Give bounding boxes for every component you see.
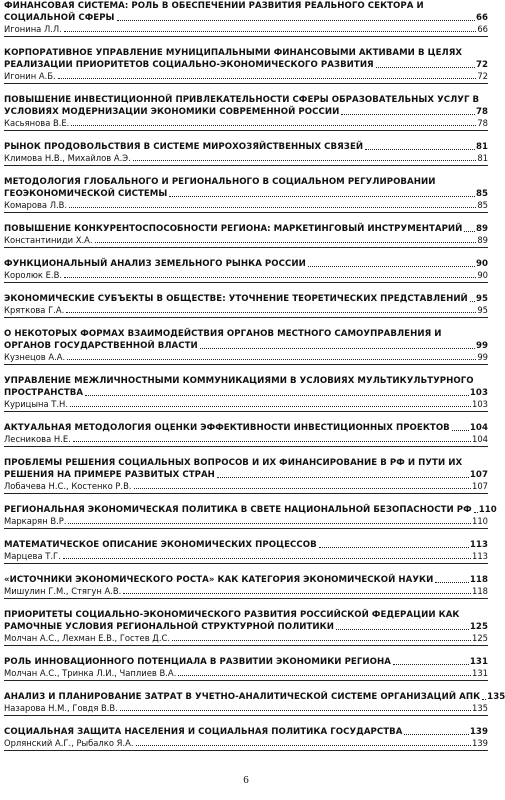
toc-entry-authors-text: Молчан А.С., Лехман Е.В., Гостев Д.С.	[4, 633, 171, 643]
toc-entry	[4, 223, 488, 258]
toc-entry-title-text: СОЦИАЛЬНОЙ СФЕРЫ	[4, 13, 115, 23]
toc-entry-title	[4, 176, 488, 188]
dot-leader	[376, 67, 475, 68]
toc-entry-authors-text: Мишулин Г.М., Стягун А.В.	[4, 586, 122, 596]
dot-leader	[464, 231, 475, 232]
dot-leader	[73, 441, 471, 442]
toc-entry-author-page: 139	[472, 738, 488, 748]
toc-entry-page: 72	[475, 60, 488, 70]
toc-entry-title	[4, 258, 488, 270]
dot-leader	[120, 710, 471, 711]
toc-entry-page: 113	[469, 540, 488, 550]
toc-entry	[4, 328, 488, 375]
dot-leader	[178, 675, 471, 676]
toc-entry-title	[4, 94, 488, 106]
dot-leader	[64, 31, 476, 32]
toc-entry-title	[4, 457, 488, 469]
toc-entry-author-page: 110	[472, 516, 488, 526]
toc-entry-title	[4, 691, 505, 703]
toc-entry-page: 110	[478, 505, 497, 515]
toc-entry	[4, 47, 488, 94]
toc-entry-authors	[4, 71, 488, 84]
toc-entry-author-page: 103	[472, 399, 488, 409]
dot-leader	[69, 207, 476, 208]
dot-leader	[134, 488, 472, 489]
toc-entry-authors-text: Игонин А.Б.	[4, 71, 56, 81]
toc-entry-author-page: 125	[472, 633, 488, 643]
toc-entry-authors-text: Комарова Л.В.	[4, 200, 68, 210]
toc-entry-author-page: 104	[472, 434, 488, 444]
toc-entry-author-page: 85	[477, 200, 488, 210]
toc-entry	[4, 726, 488, 761]
toc-entry-title-text: АКТУАЛЬНАЯ МЕТОДОЛОГИЯ ОЦЕНКИ ЭФФЕКТИВНОСТИ ИНВЕСТИЦИОННЫХ ПРОЕКТОВ	[4, 423, 450, 433]
toc-entry-page: 95	[475, 294, 488, 304]
toc-entry-authors	[4, 235, 488, 248]
toc-entry-title-text: МАТЕМАТИЧЕСКОЕ ОПИСАНИЕ ЭКОНОМИЧЕСКИХ ПРОЦЕССОВ	[4, 540, 317, 550]
toc-entry	[4, 457, 488, 504]
toc-entry-title-text: УСЛОВИЯХ МОДЕРНИЗАЦИИ ЭКОНОМИКИ СОВРЕМЕННОЙ РОССИИ	[4, 107, 340, 117]
toc-entry-page: 78	[475, 107, 488, 117]
toc-entry-title	[4, 0, 488, 12]
toc-entry	[4, 656, 488, 691]
toc-entry-authors	[4, 352, 488, 365]
toc-entry	[4, 0, 488, 47]
toc-entry	[4, 293, 488, 328]
toc-entry-author-page: 78	[477, 118, 488, 128]
toc-entry-authors-text: Лесникова Н.Е.	[4, 434, 71, 444]
toc-entry-authors-text: Маркарян В.Р.	[4, 516, 67, 526]
toc-entry-title-text: ГЕОЭКОНОМИЧЕСКОЙ СИСТЕМЫ	[4, 189, 168, 199]
toc-entry-title	[4, 375, 488, 387]
toc-entry-author-page: 135	[472, 703, 488, 713]
toc-entry-page: 66	[475, 13, 488, 23]
toc-entry-title-text: РЕГИОНАЛЬНАЯ ЭКОНОМИЧЕСКАЯ ПОЛИТИКА В СВЕТЕ НАЦИОНАЛЬНОЙ БЕЗОПАСНОСТИ РФ	[4, 505, 472, 515]
toc-entry	[4, 504, 497, 539]
toc-entry-authors-text: Игонина Л.Л.	[4, 24, 62, 34]
toc-entry-title-text: ОРГАНОВ ГОСУДАРСТВЕННОЙ ВЛАСТИ	[4, 341, 198, 351]
toc-entry-author-page: 95	[477, 305, 488, 315]
toc-entry-title	[4, 469, 488, 481]
toc-entry-title	[4, 188, 488, 200]
dot-leader	[71, 125, 476, 126]
dot-leader	[172, 640, 471, 641]
toc-entry-authors	[4, 586, 488, 599]
toc-entry-author-page: 131	[472, 668, 488, 678]
toc-entry-authors	[4, 516, 488, 529]
dot-leader	[308, 266, 475, 267]
dot-leader	[336, 629, 469, 630]
toc-entry-title-text: СОЦИАЛЬНАЯ ЗАЩИТА НАСЕЛЕНИЯ И СОЦИАЛЬНАЯ ПОЛИТИКА ГОСУДАРСТВА	[4, 727, 403, 737]
toc-entry-title	[4, 47, 488, 59]
toc-entry	[4, 539, 488, 574]
dot-leader	[58, 78, 477, 79]
toc-entry-authors	[4, 703, 488, 716]
toc-entry-title	[4, 59, 488, 71]
toc-entry-title-text: КОРПОРАТИВНОЕ УПРАВЛЕНИЕ МУНИЦИПАЛЬНЫМИ ФИНАНСОВЫМИ АКТИВАМИ В ЦЕЛЯХ	[4, 48, 463, 58]
toc-entry-title-text: УПРАВЛЕНИЕ МЕЖЛИЧНОСТНЫМИ КОММУНИКАЦИЯМИ В УСЛОВИЯХ МУЛЬТИКУЛЬТУРНОГО	[4, 376, 474, 386]
dot-leader	[136, 745, 471, 746]
dot-leader	[470, 301, 475, 302]
dot-leader	[217, 477, 469, 478]
dot-leader	[452, 430, 469, 431]
toc-entry-title	[4, 387, 488, 399]
toc-entry-page: 104	[469, 423, 488, 433]
toc-entry-authors-text: Королюк Е.В.	[4, 270, 62, 280]
toc-entry-title	[4, 223, 488, 235]
toc-entry	[4, 609, 488, 656]
toc-entry-author-page: 118	[472, 586, 488, 596]
toc-entry-page: 90	[475, 259, 488, 269]
toc-entry-title	[4, 106, 488, 118]
toc-entry-title-text: ФИНАНСОВАЯ СИСТЕМА: РОЛЬ В ОБЕСПЕЧЕНИИ РАЗВИТИЯ РЕАЛЬНОГО СЕКТОРА И	[4, 1, 424, 11]
toc-entry-title-text: О НЕКОТОРЫХ ФОРМАХ ВЗАИМОДЕЙСТВИЯ ОРГАНОВ МЕСТНОГО САМОУПРАВЛЕНИЯ И	[4, 329, 442, 339]
dot-leader	[319, 547, 469, 548]
toc-entry-title	[4, 539, 488, 551]
toc-entry-author-page: 107	[472, 481, 488, 491]
toc-entry-title	[4, 141, 488, 153]
dot-leader	[435, 582, 469, 583]
toc-entry	[4, 375, 488, 422]
dot-leader	[341, 114, 475, 115]
toc-entry-title-text: РЕАЛИЗАЦИИ ПРИОРИТЕТОВ СОЦИАЛЬНО-ЭКОНОМИЧЕСКОГО РАЗВИТИЯ	[4, 60, 374, 70]
dot-leader	[482, 699, 486, 700]
toc-entry-title-text: МЕТОДОЛОГИЯ ГЛОБАЛЬНОГО И РЕГИОНАЛЬНОГО В СОЦИАЛЬНОМ РЕГУЛИРОВАНИИ	[4, 177, 436, 187]
toc-entry-authors-text: Кузнецов А.А.	[4, 352, 66, 362]
toc-entry-title	[4, 574, 488, 586]
page-number: 6	[243, 774, 249, 786]
toc-entry-page: 89	[475, 224, 488, 234]
toc-entry-authors-text: Курицына Т.Н.	[4, 399, 68, 409]
toc-entry-authors-text: Лобачева Н.С., Костенко Р.В.	[4, 481, 132, 491]
toc-entry-title-text: ПРОБЛЕМЫ РЕШЕНИЯ СОЦИАЛЬНЫХ ВОПРОСОВ И ИХ ФИНАНСИРОВАНИЕ В РФ И ПУТИ ИХ	[4, 458, 463, 468]
toc-entry-page: 103	[469, 388, 488, 398]
toc-entry-title-text: РАМОЧНЫЕ УСЛОВИЯ РЕГИОНАЛЬНОЙ СТРУКТУРНОЙ ПОЛИТИКИ	[4, 622, 334, 632]
toc-entry-page: 135	[487, 692, 505, 702]
toc-entry-page: 139	[469, 727, 488, 737]
dot-leader	[133, 160, 477, 161]
toc-entry-title-text: РЫНОК ПРОДОВОЛЬСТВИЯ В СИСТЕМЕ МИРОХОЗЯЙСТВЕННЫХ СВЯЗЕЙ	[4, 142, 364, 152]
toc-entry-page: 107	[469, 470, 488, 480]
toc-entry	[4, 94, 488, 141]
toc-entry-authors	[4, 738, 488, 751]
toc-entry-authors-text: Марцева Т.Г.	[4, 551, 61, 561]
toc-entry-authors-text: Касьянова В.Е.	[4, 118, 70, 128]
dot-leader	[67, 359, 476, 360]
table-of-contents	[4, 0, 505, 761]
dot-leader	[63, 558, 471, 559]
toc-entry-title	[4, 422, 488, 434]
toc-entry-title	[4, 340, 488, 352]
toc-entry-authors	[4, 434, 488, 447]
toc-entry-author-page: 89	[477, 235, 488, 245]
toc-entry-title	[4, 656, 488, 668]
toc-entry	[4, 176, 488, 223]
toc-entry-page: 131	[469, 657, 488, 667]
toc-entry-title-text: ПРИОРИТЕТЫ СОЦИАЛЬНО-ЭКОНОМИЧЕСКОГО РАЗВИТИЯ РОССИЙСКОЙ ФЕДЕРАЦИИ КАК	[4, 610, 460, 620]
toc-entry-authors	[4, 399, 488, 412]
toc-entry-authors	[4, 24, 488, 37]
toc-entry-authors	[4, 481, 488, 494]
toc-entry-title-text: РЕШЕНИЯ НА ПРИМЕРЕ РАЗВИТЫХ СТРАН	[4, 470, 215, 480]
toc-entry-authors	[4, 305, 488, 318]
dot-leader	[70, 406, 471, 407]
toc-entry-title-text: «ИСТОЧНИКИ ЭКОНОМИЧЕСКОГО РОСТА» КАК КАТЕГОРИЯ ЭКОНОМИЧЕСКОЙ НАУКИ	[4, 575, 434, 585]
toc-entry-title-text: ПОВЫШЕНИЕ КОНКУРЕНТОСПОСОБНОСТИ РЕГИОНА: МАРКЕТИНГОВЫЙ ИНСТРУМЕНТАРИЙ	[4, 224, 463, 234]
dot-leader	[365, 149, 475, 150]
toc-entry-authors-text: Назарова Н.М., Говдя В.В.	[4, 703, 118, 713]
toc-entry-authors	[4, 668, 488, 681]
toc-entry-authors	[4, 118, 488, 131]
toc-entry-authors	[4, 551, 488, 564]
toc-entry-authors-text: Орлянский А.Г., Рыбалко Я.А.	[4, 738, 134, 748]
dot-leader	[393, 664, 469, 665]
toc-entry-title	[4, 12, 488, 24]
toc-entry-title-text: АНАЛИЗ И ПЛАНИРОВАНИЕ ЗАТРАТ В УЧЕТНО-АНАЛИТИЧЕСКОЙ СИСТЕМЕ ОРГАНИЗАЦИЙ АПК	[4, 692, 481, 702]
dot-leader	[169, 196, 475, 197]
toc-entry-page: 85	[475, 189, 488, 199]
toc-entry-title-text: ФУНКЦИОНАЛЬНЫЙ АНАЛИЗ ЗЕМЕЛЬНОГО РЫНКА РОССИИ	[4, 259, 306, 269]
toc-entry-page: 99	[475, 341, 488, 351]
toc-entry-title-text: РОЛЬ ИННОВАЦИОННОГО ПОТЕНЦИАЛА В РАЗВИТИИ ЭКОНОМИКИ РЕГИОНА	[4, 657, 391, 667]
toc-entry-title	[4, 726, 488, 738]
toc-entry-title-text: ЭКОНОМИЧЕСКИЕ СУБЪЕКТЫ В ОБЩЕСТВЕ: УТОЧНЕНИЕ ТЕОРЕТИЧЕСКИХ ПРЕДСТАВЛЕНИЙ	[4, 294, 468, 304]
toc-entry-title-text: ПОВЫШЕНИЕ ИНВЕСТИЦИОННОЙ ПРИВЛЕКАТЕЛЬНОСТИ СФЕРЫ ОБРАЗОВАТЕЛЬНЫХ УСЛУГ В	[4, 95, 480, 105]
toc-entry-page: 81	[475, 142, 488, 152]
dot-leader	[117, 20, 475, 21]
dot-leader	[85, 395, 469, 396]
toc-entry-author-page: 99	[477, 352, 488, 362]
toc-entry-page: 118	[469, 575, 488, 585]
toc-entry-author-page: 90	[477, 270, 488, 280]
dot-leader	[66, 312, 476, 313]
toc-entry-authors-text: Молчан А.С., Тринка Л.И., Чаплиев В.А.	[4, 668, 177, 678]
toc-entry-authors-text: Константиниди Х.А.	[4, 235, 93, 245]
toc-entry-authors	[4, 270, 488, 283]
toc-entry	[4, 422, 488, 457]
toc-entry-title	[4, 609, 488, 621]
toc-entry-authors-text: Кряткова Г.А.	[4, 305, 65, 315]
toc-entry-title	[4, 504, 497, 516]
toc-entry-title-text: ПРОСТРАНСТВА	[4, 388, 84, 398]
toc-entry	[4, 258, 488, 293]
dot-leader	[64, 277, 476, 278]
toc-entry-authors	[4, 633, 488, 646]
toc-entry	[4, 574, 488, 609]
toc-entry-author-page: 72	[477, 71, 488, 81]
toc-entry-authors	[4, 200, 488, 213]
dot-leader	[95, 242, 477, 243]
toc-entry-author-page: 66	[477, 24, 488, 34]
toc-entry-title	[4, 328, 488, 340]
toc-entry	[4, 141, 488, 176]
dot-leader	[200, 348, 475, 349]
dot-leader	[474, 512, 478, 513]
toc-entry-authors	[4, 153, 488, 166]
dot-leader	[68, 523, 471, 524]
toc-entry-page: 125	[469, 622, 488, 632]
toc-entry-author-page: 81	[477, 153, 488, 163]
toc-entry	[4, 691, 505, 726]
toc-entry-title	[4, 621, 488, 633]
toc-entry-authors-text: Климова Н.В., Михайлов А.Э.	[4, 153, 131, 163]
toc-entry-author-page: 113	[472, 551, 488, 561]
toc-entry-title	[4, 293, 488, 305]
dot-leader	[404, 734, 468, 735]
dot-leader	[123, 593, 471, 594]
